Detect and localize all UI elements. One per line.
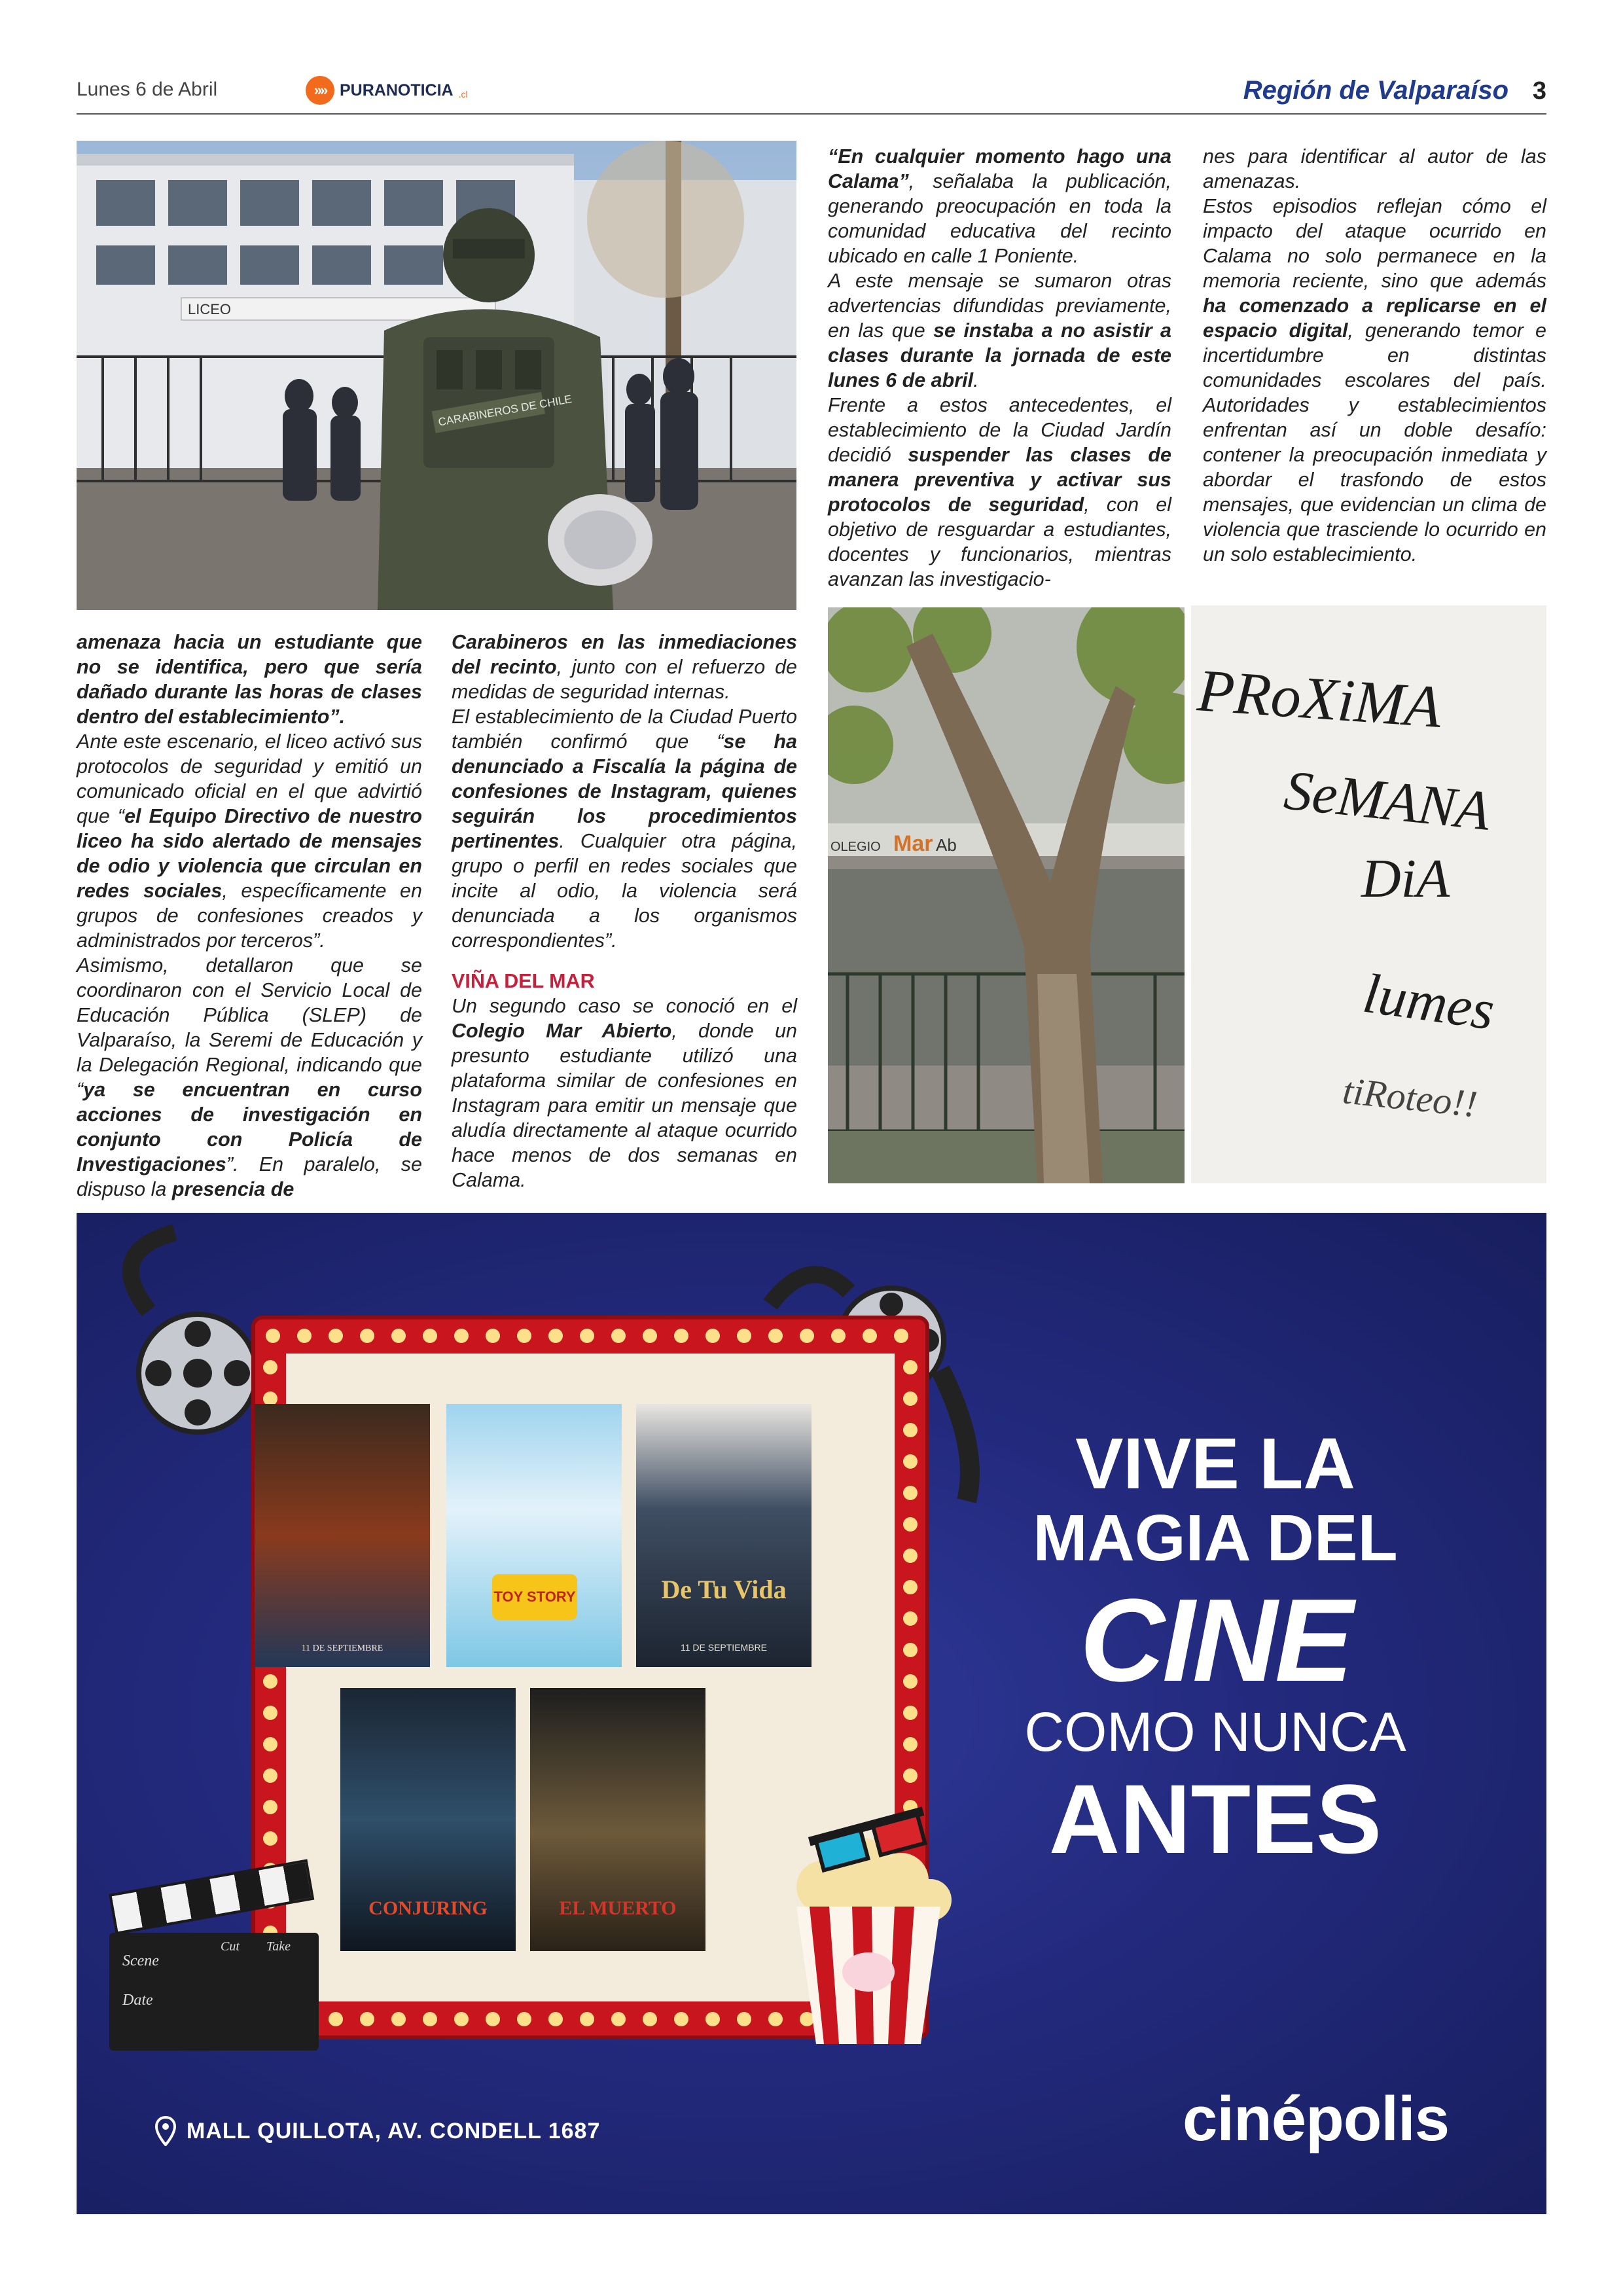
col3-p2b: se instaba a no asistir a clases durante la jornada de este lunes 6 de abril — [828, 319, 1171, 391]
marquee-bulb — [863, 1329, 877, 1343]
marquee-bulb — [329, 1329, 343, 1343]
clapper-cut: Cut — [221, 1939, 240, 1954]
photo-sign-ab: Ab — [936, 835, 957, 855]
logo-name: PURANOTICIA — [340, 81, 454, 99]
marquee-bulb — [737, 1329, 751, 1343]
photo-sign-colegio: OLEGIO — [830, 840, 881, 854]
marquee-bulb — [454, 1329, 469, 1343]
marquee-bulb — [611, 1329, 626, 1343]
marquee-bulb — [517, 1329, 531, 1343]
marquee-bulb — [263, 1800, 277, 1814]
poster-5-title: EL MUERTO — [559, 1897, 677, 1919]
popcorn-icon — [770, 1795, 967, 2057]
col3-p2c: . — [973, 369, 979, 391]
marquee-bulb — [903, 1674, 918, 1689]
poster-1-date: 11 DE SEPTIEMBRE — [301, 1643, 383, 1653]
marquee-bulb — [903, 1423, 918, 1437]
col2-p1a: Carabineros en las inmediaciones del recinto — [452, 631, 797, 678]
marquee-bulb — [580, 1329, 594, 1343]
poster-5[interactable] — [530, 1688, 705, 1951]
ad-headline-line-5: ANTES — [1048, 1764, 1382, 1874]
col1-p2b: el Equipo Directivo de nuestro liceo ha sido alertado de mensajes de odio y violencia que circulan en redes sociales — [77, 805, 422, 902]
marquee-bulb — [705, 2012, 720, 2026]
ad-location-text: MALL QUILLOTA, AV. CONDELL 1687 — [187, 2118, 601, 2144]
marquee-bulb — [643, 2012, 657, 2026]
poster-3-date: 11 DE SEPTIEMBRE — [680, 1642, 767, 1653]
poster-3-title: De Tu Vida — [661, 1575, 787, 1604]
marquee-bulb — [423, 2012, 437, 2026]
header-rule — [77, 113, 1546, 115]
marquee-bulb — [263, 1674, 277, 1689]
col2-p3c: , donde un presunto estudiante utilizó una plataforma similar de confesiones en Instagram para emitir un mensaje que aludía directamente al ataque ocurrido hace menos de dos semanas en Calama. — [452, 1020, 797, 1191]
header-date: Lunes 6 de Abril — [77, 79, 218, 100]
marquee-bulb — [903, 1737, 918, 1751]
logo-tld: .cl — [458, 89, 468, 99]
marquee-bulb — [360, 1329, 374, 1343]
col1-intro-end: ”. — [329, 706, 346, 728]
photo-vest-label: CARABINEROS DE CHILE — [437, 393, 573, 429]
marquee-bulb — [266, 1329, 280, 1343]
col3-p1b: , señalaba la publicación, generando preocupación en toda la comunidad educativa del recinto ubicado en calle 1 Poniente. — [828, 170, 1171, 267]
marquee-bulb — [768, 1329, 783, 1343]
marquee-bulb — [903, 1486, 918, 1500]
marquee-bulb — [903, 1391, 918, 1406]
col3-p3b: suspender las clases de manera preventiva y activar sus protocolos de seguridad — [828, 444, 1171, 516]
col2-p3b: Colegio Mar Abierto — [452, 1020, 672, 1042]
marquee-bulb — [486, 2012, 500, 2026]
col3-p3a: Frente a estos antecedentes, el establecimiento de la Ciudad Jardín decidió — [828, 394, 1171, 466]
photo-sign-liceo: LICEO — [188, 301, 232, 317]
col3-p1a: “En cualquier momento hago una Calama” — [828, 145, 1171, 192]
marquee-bulb — [580, 2012, 594, 2026]
col2-p1b: , junto con el refuerzo de medidas de seguridad internas. — [452, 656, 797, 703]
marquee-bulb — [391, 1329, 406, 1343]
puranoticia-logo[interactable] — [306, 76, 468, 105]
section-title: Región de Valparaíso — [1243, 76, 1508, 105]
cinepolis-logo[interactable]: cinépolis — [1183, 2084, 1450, 2154]
poster-2-title: TOY STORY — [492, 1574, 577, 1620]
marquee-bulb — [454, 2012, 469, 2026]
col1-intro: amenaza hacia un estudiante que no se identifica, pero que sería dañado durante las horas de clases dentro del establecimiento — [77, 631, 422, 728]
marquee-bulb — [263, 1360, 277, 1374]
graffiti-line-2: SeMANA — [1281, 758, 1493, 842]
col2-p2c: . Cualquier otra página, grupo o perfil en redes sociales que incite al odio, la violencia será denunciada a los organismos correspondientes”. — [452, 830, 797, 952]
col4-p2b: ha comenzado a replicarse en el espacio digital — [1203, 295, 1546, 342]
marquee-bulb — [360, 2012, 374, 2026]
article-column-4 — [1203, 144, 1546, 567]
graffiti-line-3: DiA — [1361, 848, 1450, 909]
marquee-bulb — [903, 1580, 918, 1594]
article-column-1 — [77, 630, 422, 1202]
col1-p3a: Asimismo, detallaron que se coordinaron con el Servicio Local de Educación Pública (SLEP) de Valparaíso, la Seremi de Educación y la Delegación Regional, indicando que “ — [77, 954, 422, 1101]
col4-p2a: Estos episodios reflejan cómo el impacto del ataque ocurrido en Calama no solo permanece en la memoria reciente, sino que además — [1203, 195, 1546, 292]
marquee-bulb — [674, 2012, 688, 2026]
marquee-bulb — [329, 2012, 343, 2026]
poster-3[interactable] — [636, 1404, 812, 1667]
marquee-bulb — [831, 1329, 846, 1343]
logo-mark-icon: »» — [306, 76, 334, 105]
col2-p3a: Un segundo caso se conoció en el — [452, 995, 797, 1017]
poster-4[interactable] — [340, 1688, 516, 1951]
marquee-bulb — [737, 2012, 751, 2026]
marquee-bulb — [903, 1706, 918, 1720]
marquee-bulb — [903, 1454, 918, 1469]
cinepolis-advertisement[interactable] — [77, 1213, 1546, 2214]
marquee-bulb — [423, 1329, 437, 1343]
col1-p3b: ya se encuentran en curso acciones de investigación en conjunto con Policía de Investigaciones — [77, 1079, 422, 1175]
marquee-bulb — [548, 1329, 563, 1343]
photo-graffiti-threat — [1191, 605, 1546, 1183]
marquee-bulb — [486, 1329, 500, 1343]
graffiti-line-5: tiRoteo!! — [1340, 1069, 1480, 1126]
col3-p3c: , con el objetivo de resguardar a estudiantes, docentes y funcionarios, mientras avanzan las investigacio- — [828, 493, 1171, 590]
marquee-bulb — [674, 1329, 688, 1343]
marquee-bulb — [903, 1768, 918, 1783]
col2-p2a: El establecimiento de la Ciudad Puerto también confirmó que “ — [452, 706, 797, 753]
clapper-scene: Scene — [122, 1952, 159, 1969]
marquee-bulb — [297, 1329, 312, 1343]
ad-location[interactable] — [155, 2116, 600, 2146]
clapperboard-icon — [109, 1893, 319, 2051]
marquee-bulb — [391, 2012, 406, 2026]
marquee-bulb — [643, 1329, 657, 1343]
marquee-bulb — [548, 2012, 563, 2026]
marquee-bulb — [705, 1329, 720, 1343]
clapper-take: Take — [266, 1939, 291, 1954]
col3-p2a: A este mensaje se sumaron otras advertencias difundidas previamente, en las que — [828, 270, 1171, 342]
photo-colegio-mar-abierto — [828, 607, 1185, 1183]
ad-headline-line-1: VIVE LA — [1075, 1424, 1355, 1504]
clapper-date: Date — [122, 1992, 153, 2009]
poster-1[interactable] — [255, 1404, 430, 1667]
marquee-bulb — [517, 2012, 531, 2026]
photo-carabinero-liceo — [77, 141, 796, 610]
col4-p2c: , generando temor e incertidumbre en distintas comunidades escolares del país. Autoridades y establecimientos enfrentan así un doble desafío: contener la preocupación inmediata y abordar el trasfondo de estos mensajes, que evidencian un clima de violencia que trasciende lo ocurrido en un solo establecimiento. — [1203, 319, 1546, 565]
poster-2[interactable] — [446, 1404, 622, 1667]
graffiti-line-4: lumes — [1359, 961, 1499, 1042]
article-column-3 — [828, 144, 1171, 592]
subhead-vina-del-mar: VIÑA DEL MAR — [452, 970, 595, 992]
ad-headline-line-4: COMO NUNCA — [1024, 1701, 1406, 1763]
col4-p1: nes para identificar al autor de las amenazas. — [1203, 145, 1546, 192]
col1-p3c: ”. En paralelo, se dispuso la — [77, 1153, 422, 1200]
marquee-bulb — [903, 1643, 918, 1657]
col1-p2a: Ante este escenario, el liceo activó sus protocolos de seguridad y emitió un comunicado oficial en el que advirtió que “ — [77, 730, 422, 827]
location-pin-icon — [155, 2116, 176, 2146]
marquee-bulb — [894, 1329, 908, 1343]
photo-carabinero-svg — [77, 141, 796, 610]
marquee-bulb — [903, 1517, 918, 1532]
marquee-bulb — [263, 1706, 277, 1720]
ad-headline-line-3: CINE — [1079, 1575, 1351, 1706]
marquee-bulb — [263, 1768, 277, 1783]
graffiti-line-1: PRoXiMA — [1195, 656, 1444, 740]
photo-tree-svg — [828, 607, 1185, 1183]
photo-sign-mar: Mar — [893, 831, 933, 856]
marquee-bulb — [800, 1329, 814, 1343]
col1-p2c: , específicamente en grupos de confesiones creados y administrados por terceros”. — [77, 880, 422, 952]
marquee-bulb — [263, 1737, 277, 1751]
film-reel-left-icon — [131, 1232, 257, 1432]
page-number: 3 — [1532, 77, 1546, 105]
ad-headline-line-2: MAGIA DEL — [1033, 1501, 1398, 1575]
marquee-bulb — [263, 1831, 277, 1846]
marquee-bulb — [903, 1360, 918, 1374]
marquee-bulb — [903, 1549, 918, 1563]
marquee-bulb — [611, 2012, 626, 2026]
article-column-2 — [452, 630, 797, 1193]
marquee-bulb — [903, 1611, 918, 1626]
col1-p3d: presencia de — [171, 1178, 294, 1200]
photo-graffiti-svg — [1191, 605, 1546, 1183]
col2-p2b: se ha denunciado a Fiscalía la página de confesiones de Instagram, quienes seguirán los procedimientos pertinentes — [452, 730, 797, 852]
poster-4-title: CONJURING — [368, 1897, 488, 1919]
